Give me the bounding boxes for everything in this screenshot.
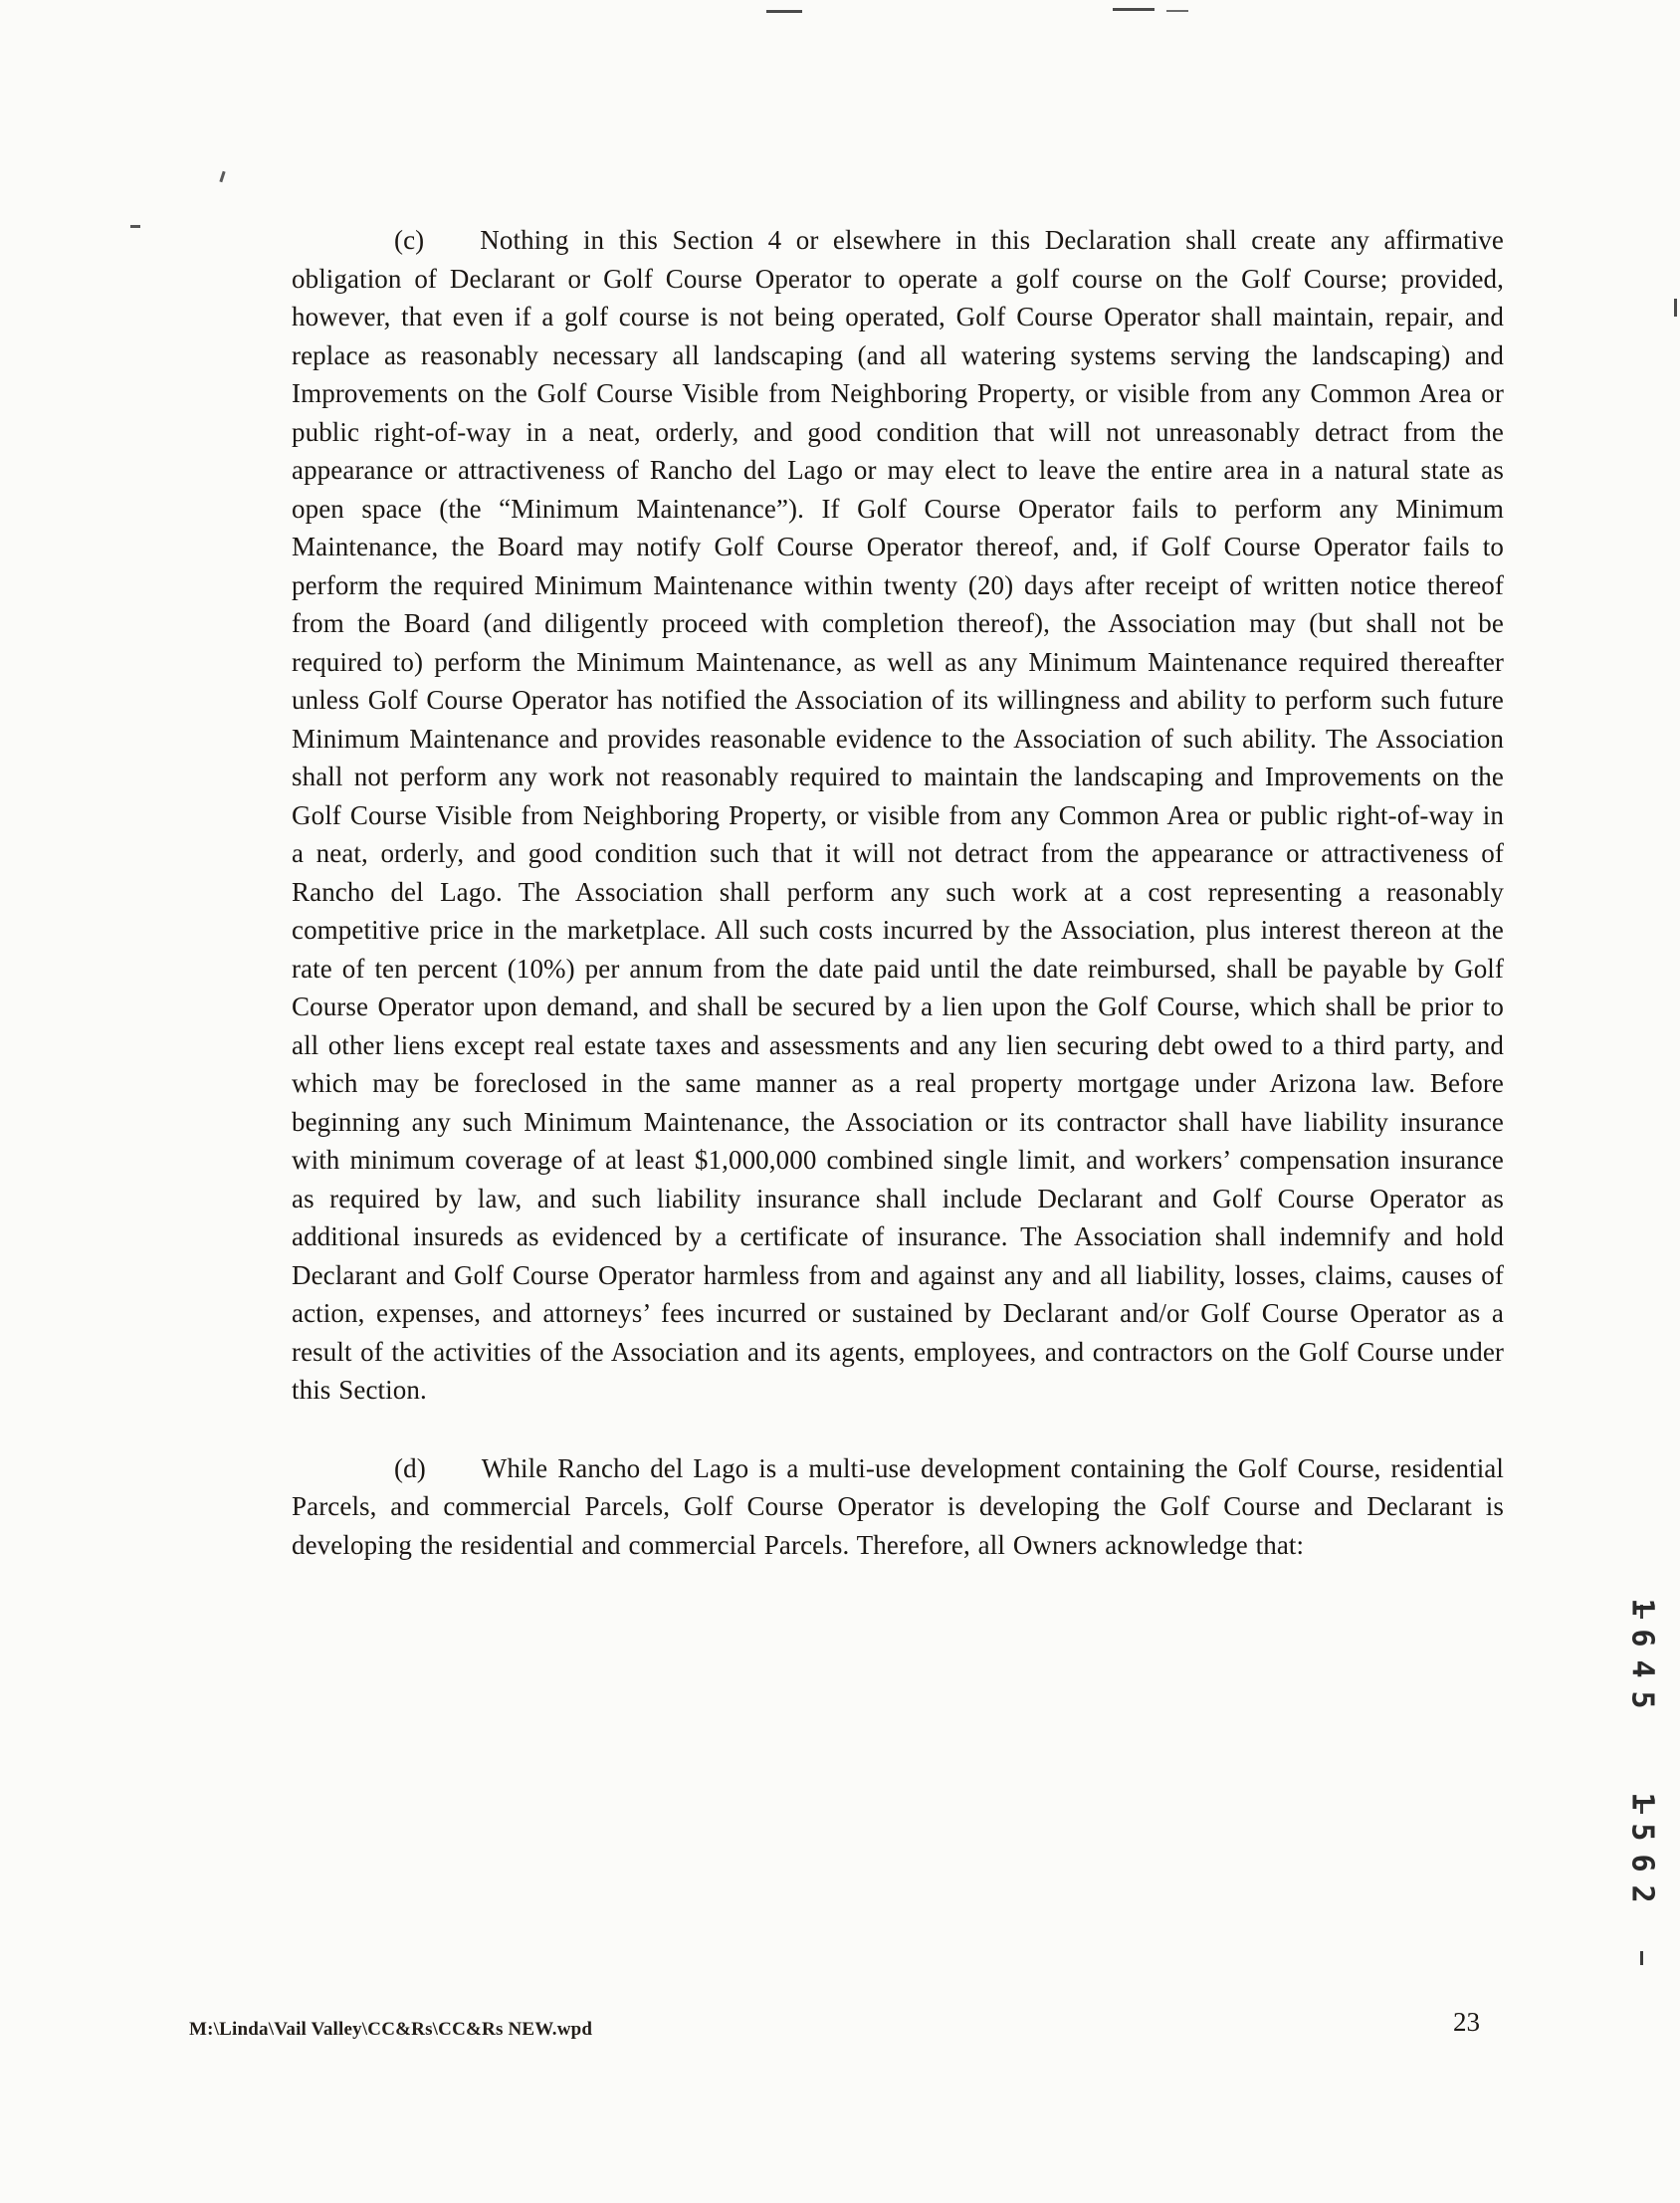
paragraph-d-text: While Rancho del Lago is a multi-use development containing the Golf Course, residential Parcels, and commercial Parcels, Golf Course Operator is developing the Golf Course and Declarant is developing the residential and commercial Parcels. Therefore, all Owners acknowledge that: — [292, 1452, 1504, 1560]
paragraph-c-text: Nothing in this Section 4 or elsewhere in this Declaration shall create any affirmative obligation of Declarant or Golf Course Operator to operate a golf course on the Golf Course; provided, however, that even if a golf course is not being operated, Golf Course Operator shall maintain, repair, and replace as reasonably necessary all landscaping (and all watering systems serving the landscaping) and Improvements on the Golf Course Visible from Neighboring Property, or visible from any Common Area or public right-of-way in a neat, orderly, and good condition that will not unreasonably detract from the appearance or attractiveness of Rancho del Lago or may elect to leave the entire area in a natural state as open space (the “Minimum Maintenance”). If Golf Course Operator fails to perform any Minimum Maintenance, the Board may notify Golf Course Operator thereof, and, if Golf Course Operator fails to perform the required Minimum Maintenance within twenty (20) days after receipt of written notice thereof from the Board (and diligently proceed with completion thereof), the Association may (but shall not be required to) perform the Minimum Maintenance, as well as any Minimum Maintenance required thereafter unless Golf Course Operator has notified the Association of its willingness and ability to perform such future Minimum Maintenance and provides reasonable evidence to the Association of such ability. The Association shall not perform any work not reasonably required to maintain the landscaping and Improvements on the Golf Course Visible from Neighboring Property, or visible from any Common Area or public right-of-way in a neat, orderly, and good condition such that it will not detract from the appearance or attractiveness of Rancho del Lago. The Association shall perform any such work at a cost representing a reasonably competitive price in the marketplace. All such costs incurred by the Association, plus interest thereon at the rate of ten percent (10%) per annum from the date paid until the date reimbursed, shall be payable by Golf Course Operator upon demand, and shall be secured by a lien upon the Golf Course, which shall be prior to all other liens except real estate taxes and assessments and any lien securing debt owed to a third party, and which may be foreclosed in the same manner as a real property mortgage under Arizona law. Before beginning any such Minimum Maintenance, the Association or its contractor shall have liability insurance with minimum coverage of at least $1,000,000 combined single limit, and workers’ compensation insurance as required by law, and such liability insurance shall include Declarant and Golf Course Operator as additional insureds as evidenced by a certificate of insurance. The Association shall indemnify and hold Declarant and Golf Course Operator harmless from and against any and all liability, losses, claims, causes of action, expenses, and attorneys’ fees incurred or sustained by Declarant and/or Golf Course Operator as a result of the activities of the Association and its agents, employees, and contractors on the Golf Course under this Section. — [292, 225, 1504, 1405]
scan-artifact-speck — [130, 225, 140, 228]
scan-artifact-dash — [766, 10, 802, 13]
stamp-tick — [1640, 1951, 1643, 1965]
margin-stamp-1: 1645 — [1624, 1598, 1660, 1722]
paragraph-d — [292, 1449, 1504, 1565]
scan-artifact-speck — [219, 171, 225, 182]
page-number: 23 — [1453, 2007, 1480, 2037]
paragraph-d-label: (d) — [394, 1452, 426, 1483]
scan-artifact-dash — [1113, 8, 1155, 11]
scan-artifact-dots — [1166, 10, 1188, 12]
paragraph-c-label: (c) — [394, 225, 425, 255]
scan-artifact-tick — [1674, 299, 1677, 317]
margin-stamp-2: 1562 — [1624, 1792, 1660, 1916]
body-text — [292, 221, 1504, 1564]
paragraph-c — [292, 221, 1504, 1410]
footer-file-path: M:\Linda\Vail Valley\CC&Rs\CC&Rs NEW.wpd — [189, 2019, 593, 2040]
